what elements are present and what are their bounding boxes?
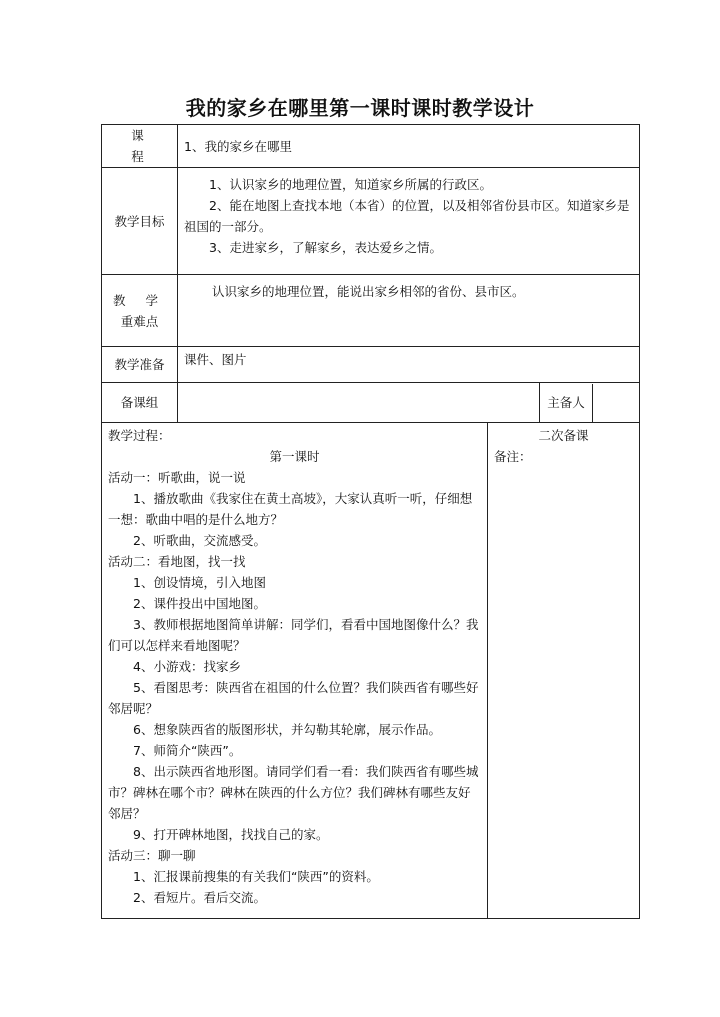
row-course [102,125,640,168]
process-line: 5、看图思考：陕西省在祖国的什么位置？我们陕西省有哪些好邻居呢？ [108,680,479,716]
process-line: 8、出示陕西省地形图。请同学们看一看：我们陕西省有哪些城市？碑林在哪个市？碑林在陕西的什么方位？我们碑林有哪些友好邻居？ [108,764,479,821]
goals-label: 教学目标 [102,168,178,275]
key-points-label [102,275,178,347]
process-line: 活动二：看地图，找一找 [108,554,246,569]
preparation-label: 教学准备 [102,347,178,383]
goal-item: 3、走进家乡，了解家乡，表达爱乡之情。 [209,240,442,255]
goal-item: 2、能在地图上查找本地（本省）的位置，以及相邻省份县市区。知道家乡是祖国的一部分。 [184,198,630,234]
row-group [102,383,640,423]
group-label: 备课组 [102,383,178,423]
process-line: 活动三：聊一聊 [108,848,196,863]
process-line: 9、打开碑林地图，找找自己的家。 [133,827,329,842]
main-preparer-label: 主备人 [540,384,593,422]
course-value: 1、我的家乡在哪里 [178,125,640,168]
row-preparation [102,347,640,383]
process-line: 2、听歌曲，交流感受。 [133,533,266,548]
key-points-text: 认识家乡的地理位置，能说出家乡相邻的省份、县市区。 [212,284,525,299]
process-line: 7、师简介“陕西”。 [133,743,242,758]
group-value [178,383,540,423]
lesson-heading: 第一课时 [269,449,320,464]
process-cell [102,423,488,919]
preparation-value: 课件、图片 [178,347,640,383]
process-line: 2、看短片。看后交流。 [133,890,266,905]
lesson-plan-table [101,124,640,919]
second-prep-cell [488,423,640,919]
key-points-label-line2: 重难点 [120,313,159,329]
course-label: 课 程 [102,125,178,168]
goal-item: 1、认识家乡的地理位置，知道家乡所属的行政区。 [209,177,492,192]
process-line: 活动一：听歌曲，说一说 [108,470,246,485]
document-title: 我的家乡在哪里第一课时课时教学设计 [185,96,535,120]
second-prep-note-label: 备注： [494,449,532,464]
process-line: 3、教师根据地图简单讲解：同学们，看看中国地图像什么？我们可以怎样来看地图呢？ [108,617,479,653]
main-preparer-cell [540,383,640,423]
row-process [102,423,640,919]
process-line: 1、播放歌曲《我家住在黄土高坡》，大家认真听一听，仔细想一想：歌曲中唱的是什么地方？ [108,491,473,527]
row-goals [102,168,640,275]
process-header: 教学过程： [108,428,171,443]
process-line: 2、课件投出中国地图。 [133,596,266,611]
process-line: 1、汇报课前搜集的有关我们“陕西”的资料。 [133,869,379,884]
goals-content [178,168,640,275]
key-points-label-line1: 教 学 [113,292,166,308]
process-line: 6、想象陕西省的版图形状，并勾勒其轮廓，展示作品。 [133,722,441,737]
process-line: 4、小游戏：找家乡 [133,659,241,674]
second-prep-title: 二次备课 [538,428,589,443]
key-points-value [178,275,640,347]
row-key-points [102,275,640,347]
process-line: 1、创设情境，引入地图 [133,575,266,590]
